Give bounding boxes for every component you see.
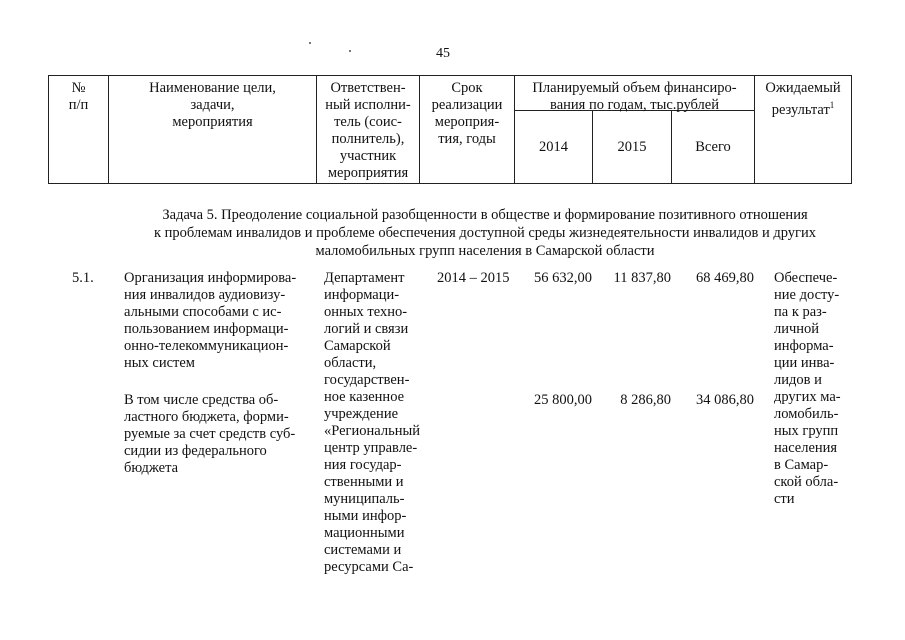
header-financing: Планируемый объем финансиро- вания по годам, тыс.рублей <box>532 80 737 113</box>
header-bottom-border <box>48 183 852 184</box>
header-executor: Ответствен- ный исполни- тель (соис- полнитель), участник мероприятия <box>325 80 411 181</box>
header-result <box>755 80 851 119</box>
header-result-label: Ожидаемый результат <box>765 80 841 118</box>
subrow-value-2015: 8 286,80 <box>620 392 671 408</box>
header-top-border <box>48 75 852 76</box>
row-result: Обеспече- ние досту- па к раз- личной информа- ции инва- лидов и других ма- ломобиль- ных групп населения в Самар- ской обла- сти <box>774 270 841 507</box>
scan-speck <box>349 50 351 52</box>
row-period: 2014 – 2015 <box>437 270 510 286</box>
page-number: 45 <box>436 46 450 61</box>
subrow-value-2014: 25 800,00 <box>534 392 592 408</box>
subrow-value-total: 34 086,80 <box>696 392 754 408</box>
subrow-name: В том числе средства об- ластного бюджета, форми- руемые за счет средств суб- сидии из федерального бюджета <box>124 392 296 476</box>
row-executor: Департамент информаци- онных техно- логий и связи Самарской области, государствен- ное казенное учреждение «Региональный центр управле- ния государ- ственными и муниципаль- ными инфор- мационными системами и ресурсами Са- <box>324 270 420 575</box>
header-total: Всего <box>695 139 731 155</box>
header-col-border <box>851 75 852 184</box>
header-period: Срок реализации мероприя- тия, годы <box>431 80 503 147</box>
task-title: Задача 5. Преодоление социальной разобщенности в обществе и формирование позитивного отношения к проблемам инвалидов и проблеме обеспечения доступной среды жизнедеятельности инвалидов и других маломобильных групп населения в Самарской области <box>153 207 817 259</box>
header-name: Наименование цели, задачи, мероприятия <box>149 80 276 130</box>
scan-speck <box>309 42 311 44</box>
header-year-2015: 2015 <box>617 139 647 155</box>
header-year-2014: 2014 <box>539 139 568 155</box>
header-result-footnote: 1 <box>829 100 835 110</box>
row-number: 5.1. <box>72 270 94 286</box>
row-name: Организация информирова- ния инвалидов аудиовизу- альными способами с ис- пользованием информаци- онно-телекоммуникацион- ных систем <box>124 270 297 371</box>
row-value-2015: 11 837,80 <box>613 270 671 286</box>
header-number: № п/п <box>68 80 89 113</box>
row-value-total: 68 469,80 <box>696 270 754 286</box>
row-value-2014: 56 632,00 <box>534 270 592 286</box>
